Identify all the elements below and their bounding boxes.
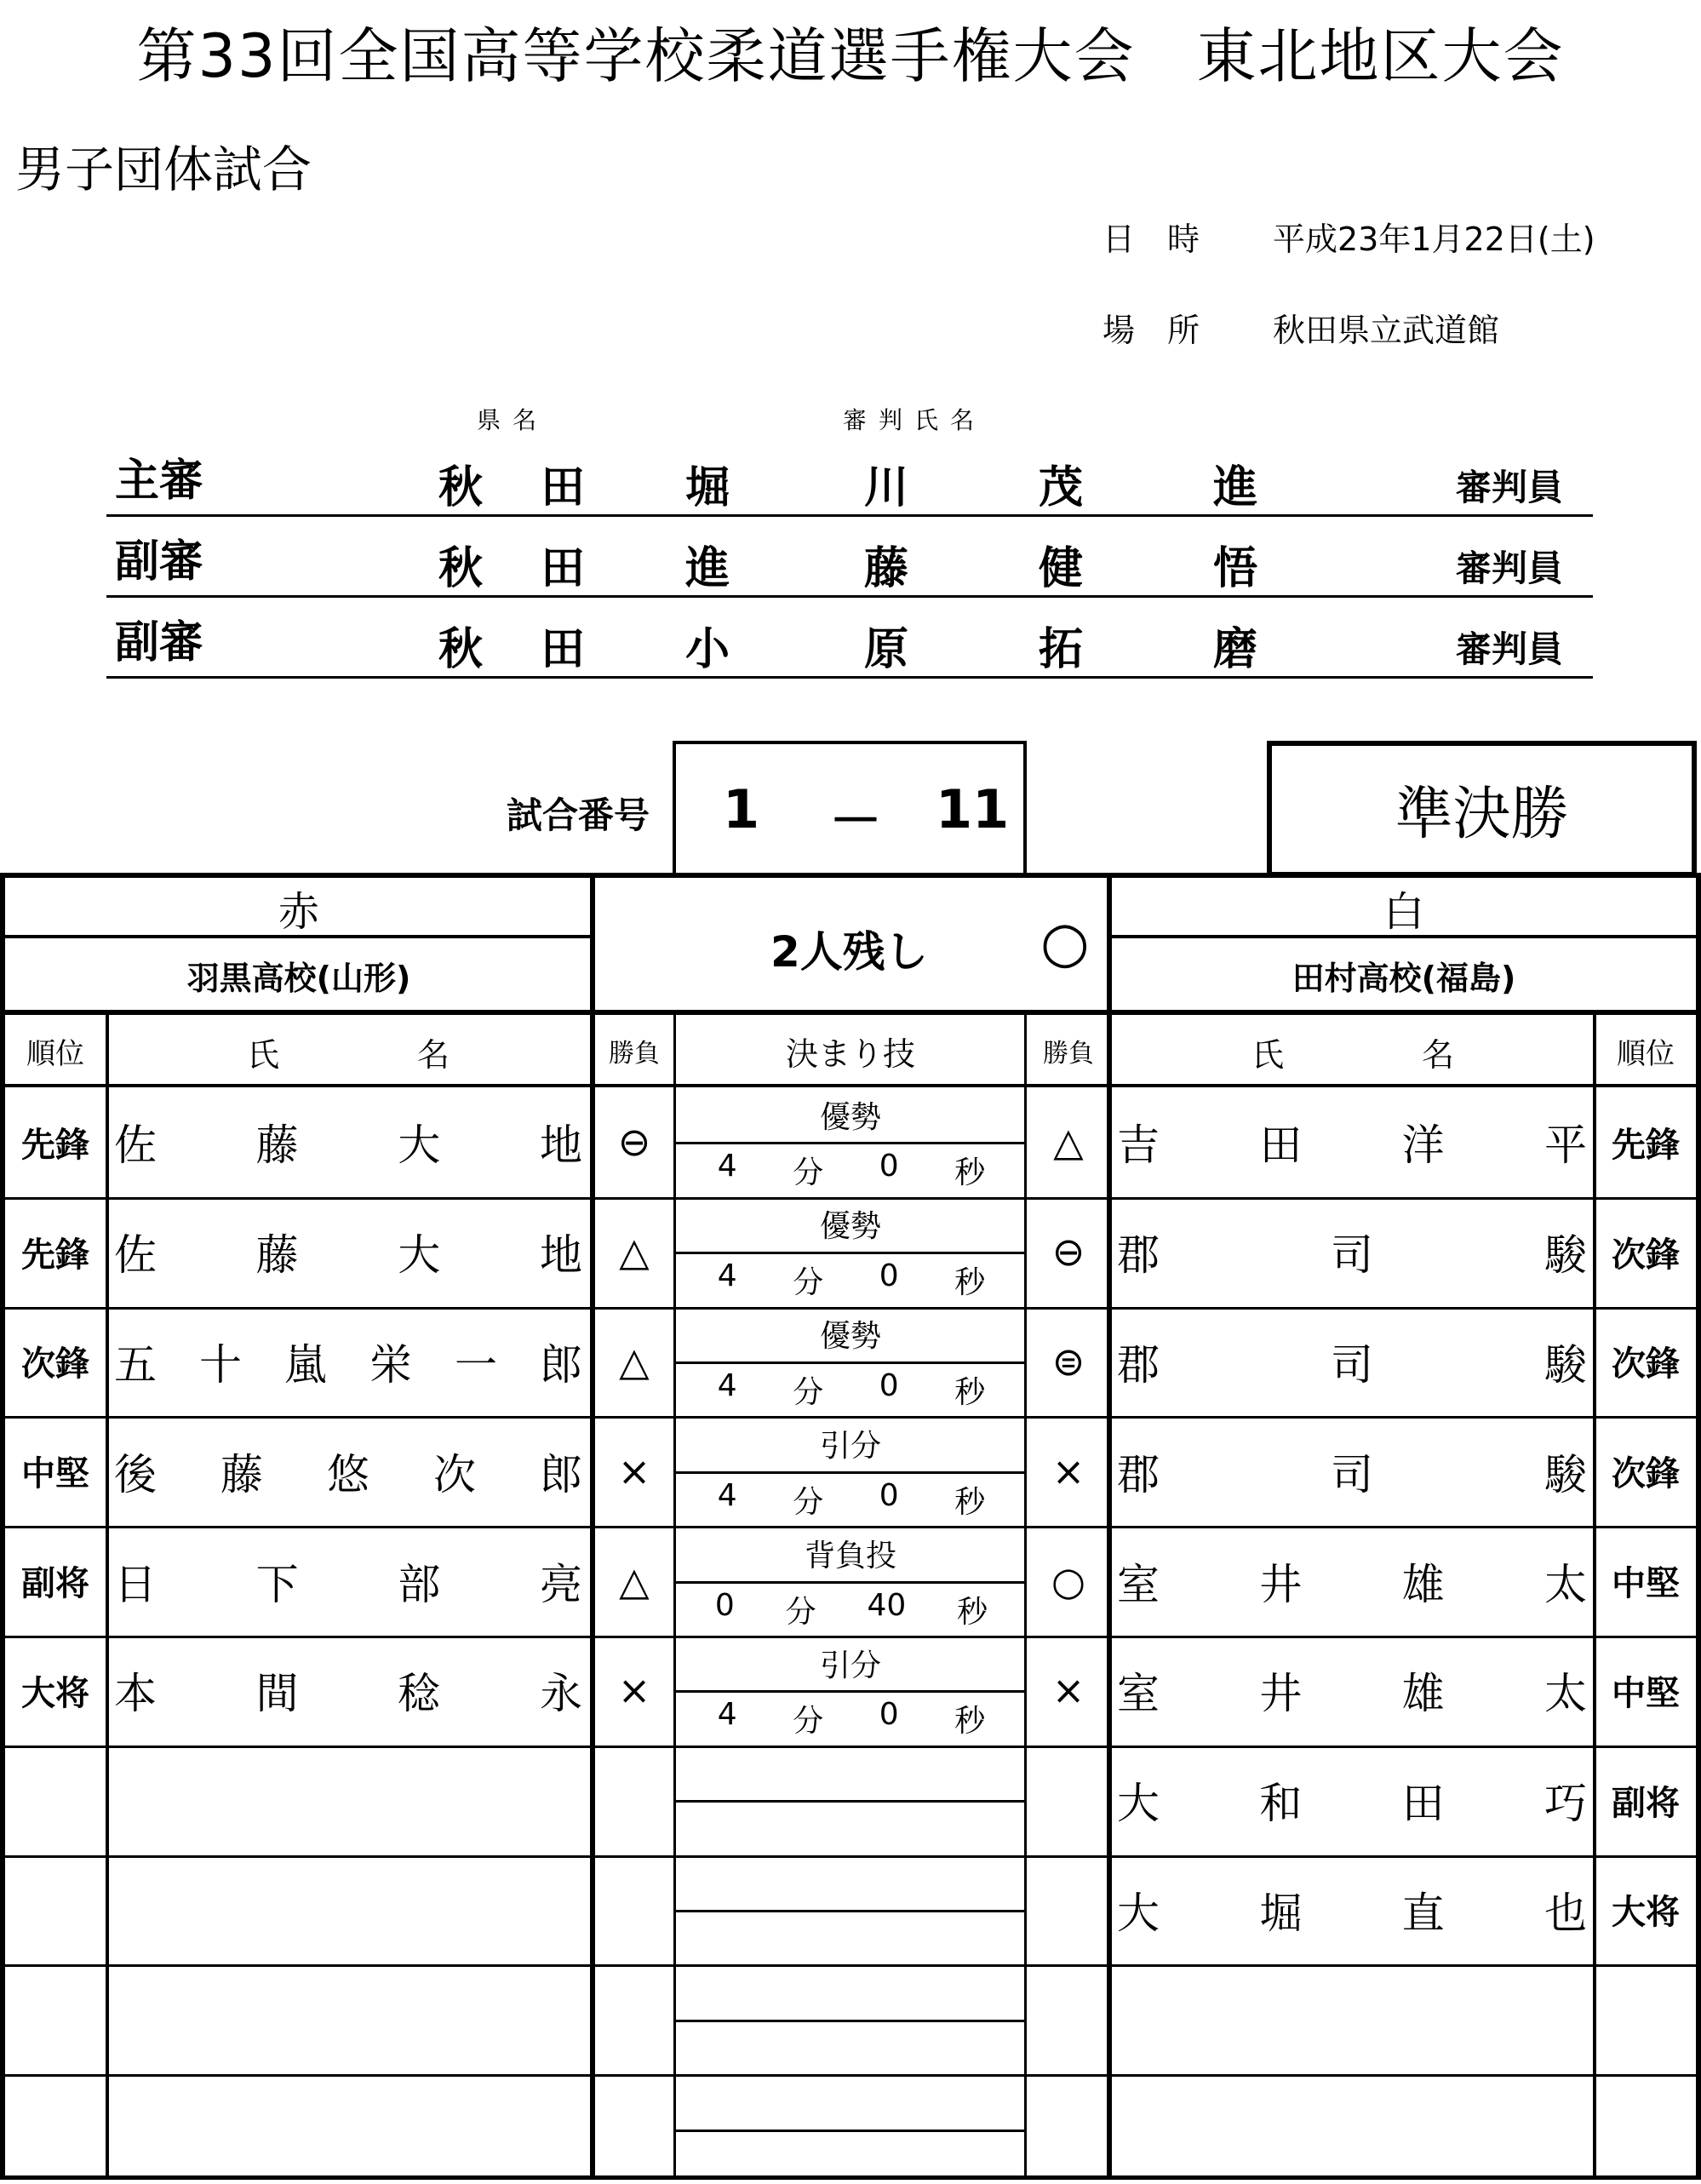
technique-name <box>676 1855 1025 1910</box>
referee-pref-header: 県名 <box>477 406 549 434</box>
white-result: △ <box>1053 1119 1084 1166</box>
time-second-unit: 秒 <box>954 1375 986 1410</box>
col-red-name-a: 氏 <box>247 1036 280 1074</box>
white-rank <box>1595 2074 1696 2184</box>
red-label: 赤 <box>278 887 319 936</box>
white-name-char: 井 <box>1259 1669 1303 1719</box>
referee-name-char: 原 <box>864 624 909 675</box>
white-result <box>1028 2074 1109 2184</box>
time-minute-unit: 分 <box>793 1704 824 1740</box>
red-name-char: 永 <box>539 1669 582 1719</box>
red-result <box>595 2074 673 2184</box>
match-number-dash: － <box>829 789 883 851</box>
white-name-char: 和 <box>1259 1779 1303 1829</box>
white-rank: 次鋒 <box>1612 1344 1680 1384</box>
time-minutes: 4 <box>717 1368 737 1403</box>
date-value: 平成23年1月22日(土) <box>1273 221 1595 258</box>
white-label: 白 <box>1383 887 1424 936</box>
white-rank: 大将 <box>1612 1893 1680 1933</box>
red-name-char: 佐 <box>114 1121 157 1171</box>
col-white-name-a: 氏 <box>1251 1036 1285 1074</box>
red-name-char: 地 <box>539 1121 582 1171</box>
white-rank: 副将 <box>1612 1783 1680 1823</box>
white-name <box>1117 2074 1587 2184</box>
referee-suffix: 審判員 <box>1456 628 1564 670</box>
white-rank: 中堅 <box>1612 1564 1680 1604</box>
white-name-char: 也 <box>1544 1888 1587 1938</box>
referee-pref-char: 田 <box>541 462 586 513</box>
technique-name <box>676 1964 1025 2019</box>
red-name-char: 日 <box>114 1559 157 1609</box>
technique-divider <box>676 1361 1024 1364</box>
white-name-char: 駿 <box>1544 1449 1587 1499</box>
red-rank: 中堅 <box>21 1454 89 1494</box>
red-name-char: 十 <box>199 1339 242 1390</box>
referee-name-char: 健 <box>1039 543 1084 594</box>
referee-pref-char: 田 <box>541 543 586 594</box>
technique-name: 引分 <box>819 1648 881 1683</box>
red-name-char: 稔 <box>398 1669 441 1719</box>
technique-time <box>690 1368 1013 1412</box>
time-seconds: 40 <box>867 1587 907 1623</box>
referee-name-char: 藤 <box>864 543 909 594</box>
red-name-char: 五 <box>114 1339 157 1390</box>
time-second-unit: 秒 <box>954 1704 986 1740</box>
place-label: 場 所 <box>1102 312 1200 349</box>
white-name-char: 駿 <box>1544 1339 1587 1390</box>
time-minute-unit: 分 <box>785 1594 816 1630</box>
referee-role: 主審 <box>115 456 204 507</box>
white-name-char: 室 <box>1117 1669 1160 1719</box>
time-second-unit: 秒 <box>954 1265 986 1301</box>
white-name-char: 大 <box>1117 1888 1160 1938</box>
technique-name <box>676 2074 1025 2129</box>
referee-pref-char: 田 <box>541 624 586 675</box>
match-number-box <box>673 741 1027 877</box>
technique-time <box>690 1258 1013 1302</box>
white-name-char: 大 <box>1117 1779 1160 1829</box>
red-name-char: 本 <box>114 1669 157 1719</box>
red-name-char: 悠 <box>327 1449 369 1499</box>
red-name <box>114 1745 582 1855</box>
technique-divider <box>676 1142 1024 1144</box>
red-result: △ <box>619 1229 650 1275</box>
match-result-mark: ○ <box>1040 909 1090 975</box>
referee-row <box>106 524 1593 598</box>
red-name-char: 一 <box>455 1339 497 1390</box>
time-seconds: 0 <box>879 1258 899 1294</box>
col-white-name-b: 名 <box>1422 1036 1455 1074</box>
red-name-char: 郎 <box>540 1339 582 1390</box>
white-name <box>1117 1416 1587 1526</box>
grid-hline <box>0 1010 1701 1015</box>
white-name-char: 郡 <box>1117 1339 1160 1390</box>
red-name-char: 下 <box>255 1559 299 1609</box>
technique-name: 優勢 <box>819 1319 881 1355</box>
col-white-rank: 順位 <box>1617 1036 1675 1071</box>
red-name <box>114 2074 582 2184</box>
white-name <box>1117 1526 1587 1636</box>
white-name-char: 堀 <box>1259 1888 1303 1938</box>
match-number-left: 1 <box>723 778 760 840</box>
red-result: △ <box>619 1557 650 1604</box>
red-name-char: 次 <box>433 1449 476 1499</box>
referee-name-char: 茂 <box>1039 462 1084 513</box>
red-result <box>595 1745 673 1855</box>
white-name-char: 雄 <box>1401 1559 1445 1609</box>
red-result: ⊖ <box>617 1119 651 1166</box>
white-rank: 中堅 <box>1612 1673 1680 1713</box>
red-name <box>114 1416 582 1526</box>
grid-vline <box>106 1013 109 2175</box>
red-rank: 副将 <box>21 1564 89 1604</box>
red-name-char: 郎 <box>540 1449 582 1499</box>
time-second-unit: 秒 <box>954 1155 986 1191</box>
time-seconds: 0 <box>879 1149 899 1184</box>
red-name-char: 間 <box>255 1669 299 1719</box>
technique-divider <box>676 1471 1024 1474</box>
referee-pref-char: 秋 <box>438 624 484 675</box>
red-name <box>114 1855 582 1965</box>
referee-name-char: 川 <box>864 462 909 513</box>
referee-suffix: 審判員 <box>1456 467 1564 508</box>
white-name-char: 吉 <box>1117 1121 1160 1171</box>
red-name-char: 大 <box>398 1230 441 1281</box>
white-name-char: 洋 <box>1401 1121 1445 1171</box>
white-name-char: 雄 <box>1401 1669 1445 1719</box>
white-name-char: 直 <box>1401 1888 1445 1938</box>
white-result <box>1028 1964 1109 2074</box>
referee-pref-char: 秋 <box>438 462 484 513</box>
white-name-char: 太 <box>1544 1559 1587 1609</box>
white-name <box>1117 1197 1587 1307</box>
white-result: ⊖ <box>1051 1229 1085 1275</box>
technique-divider <box>676 2130 1024 2132</box>
white-name-char: 司 <box>1331 1339 1373 1390</box>
referee-role: 副審 <box>115 536 204 588</box>
white-name <box>1117 1855 1587 1965</box>
referee-name-char: 小 <box>685 624 730 675</box>
technique-divider <box>676 1581 1024 1584</box>
red-result: × <box>617 1667 651 1714</box>
match-result-text: 2人残し <box>770 927 928 977</box>
red-rank <box>5 1855 106 1965</box>
red-name <box>114 1307 582 1417</box>
technique-name: 優勢 <box>819 1099 881 1135</box>
event-subtitle: 男子団体試合 <box>15 140 312 198</box>
white-name-char: 司 <box>1331 1230 1373 1281</box>
white-name-char: 巧 <box>1544 1779 1587 1829</box>
referee-role: 副審 <box>115 617 204 668</box>
time-minutes: 4 <box>717 1258 737 1294</box>
round-name: 準決勝 <box>1395 780 1569 848</box>
white-result <box>1028 1745 1109 1855</box>
referee-name-header: 審判氏名 <box>843 406 987 434</box>
technique-divider <box>676 1252 1024 1254</box>
technique-divider <box>676 2020 1024 2022</box>
referee-row <box>106 605 1593 679</box>
place-value: 秋田県立武道館 <box>1273 312 1500 349</box>
white-name-char: 平 <box>1544 1121 1587 1171</box>
match-number-right: 11 <box>936 778 1010 840</box>
time-seconds: 0 <box>879 1697 899 1733</box>
technique-time <box>690 1478 1013 1522</box>
red-rank <box>5 1745 106 1855</box>
red-school: 羽黒高校(山形) <box>186 959 411 997</box>
red-name-char: 栄 <box>369 1339 412 1390</box>
round-box <box>1267 741 1697 877</box>
red-name-char: 藤 <box>255 1230 299 1281</box>
technique-name: 優勢 <box>819 1209 881 1245</box>
white-name <box>1117 1964 1587 2074</box>
white-name-char: 井 <box>1259 1559 1303 1609</box>
red-rank: 先鋒 <box>21 1125 89 1165</box>
technique-divider <box>676 1690 1024 1693</box>
col-red-winloss: 勝負 <box>609 1039 660 1069</box>
white-result: ○ <box>1051 1557 1086 1604</box>
time-second-unit: 秒 <box>957 1594 988 1630</box>
referee-pref-char: 秋 <box>438 543 484 594</box>
red-name <box>114 1526 582 1636</box>
time-seconds: 0 <box>879 1368 899 1403</box>
white-name-char: 郡 <box>1117 1230 1160 1281</box>
red-result: △ <box>619 1338 650 1384</box>
technique-name: 引分 <box>819 1429 881 1465</box>
red-result <box>595 1964 673 2074</box>
red-rank: 大将 <box>21 1673 89 1713</box>
technique-time <box>690 1588 1013 1631</box>
red-rank <box>5 2074 106 2184</box>
time-seconds: 0 <box>879 1477 899 1513</box>
technique-divider <box>676 1910 1024 1912</box>
technique-time <box>690 1149 1013 1192</box>
white-rank: 次鋒 <box>1612 1454 1680 1494</box>
white-name <box>1117 1087 1587 1197</box>
referee-name-char: 悟 <box>1213 543 1258 594</box>
white-result <box>1028 1855 1109 1965</box>
referee-suffix: 審判員 <box>1456 547 1564 589</box>
red-name <box>114 1964 582 2074</box>
red-name-char: 亮 <box>539 1559 582 1609</box>
white-name-char: 太 <box>1544 1669 1587 1719</box>
white-name-char: 田 <box>1401 1779 1445 1829</box>
time-minute-unit: 分 <box>793 1155 824 1191</box>
red-result: × <box>617 1447 651 1494</box>
time-minute-unit: 分 <box>793 1484 824 1520</box>
red-rank <box>5 1964 106 2074</box>
white-rank: 次鋒 <box>1612 1235 1680 1275</box>
time-minute-unit: 分 <box>793 1265 824 1301</box>
red-name <box>114 1636 582 1745</box>
time-minute-unit: 分 <box>793 1375 824 1410</box>
red-name-char: 佐 <box>114 1230 157 1281</box>
red-name <box>114 1087 582 1197</box>
technique-time <box>690 1697 1013 1740</box>
time-minutes: 4 <box>717 1477 737 1513</box>
col-red-name-b: 名 <box>417 1036 450 1074</box>
red-name-char: 部 <box>398 1559 441 1609</box>
white-name <box>1117 1307 1587 1417</box>
technique-name: 背負投 <box>804 1538 896 1574</box>
white-name-char: 駿 <box>1544 1230 1587 1281</box>
time-minutes: 4 <box>717 1697 737 1733</box>
col-red-rank: 順位 <box>26 1036 84 1071</box>
white-name-char: 郡 <box>1117 1449 1160 1499</box>
referee-name-char: 磨 <box>1213 624 1258 675</box>
red-name-char: 藤 <box>255 1121 299 1171</box>
date-label: 日 時 <box>1102 221 1200 258</box>
referee-name-char: 堀 <box>685 462 730 513</box>
white-name <box>1117 1636 1587 1745</box>
time-minutes: 0 <box>714 1587 735 1623</box>
white-name-char: 室 <box>1117 1559 1160 1609</box>
white-name <box>1117 1745 1587 1855</box>
time-minutes: 4 <box>717 1149 737 1184</box>
match-number-label: 試合番号 <box>507 794 650 836</box>
referee-name-char: 進 <box>685 543 730 594</box>
red-name-char: 藤 <box>220 1449 263 1499</box>
white-school: 田村高校(福島) <box>1292 959 1516 997</box>
white-name-char: 司 <box>1331 1449 1373 1499</box>
red-name <box>114 1197 582 1307</box>
referee-name-char: 拓 <box>1039 624 1084 675</box>
white-result: × <box>1051 1447 1085 1494</box>
referee-name-char: 進 <box>1213 462 1258 513</box>
col-technique: 決まり技 <box>785 1035 915 1073</box>
red-name-char: 地 <box>539 1230 582 1281</box>
red-name-char: 嵐 <box>284 1339 327 1390</box>
referee-row <box>106 443 1593 517</box>
red-rank: 先鋒 <box>21 1235 89 1275</box>
white-result: × <box>1051 1667 1085 1714</box>
white-result: ⊜ <box>1051 1338 1085 1384</box>
white-name-char: 田 <box>1259 1121 1303 1171</box>
white-rank <box>1595 1964 1696 2074</box>
red-name-char: 後 <box>114 1449 157 1499</box>
page-title: 第33回全国高等学校柔道選手権大会 東北地区大会 <box>136 21 1565 91</box>
red-result <box>595 1855 673 1965</box>
red-name-char: 大 <box>398 1121 441 1171</box>
technique-divider <box>676 1800 1024 1803</box>
white-rank: 先鋒 <box>1612 1125 1680 1165</box>
red-rank: 次鋒 <box>21 1344 89 1384</box>
col-white-winloss: 勝負 <box>1043 1039 1094 1069</box>
technique-name <box>676 1745 1025 1800</box>
time-second-unit: 秒 <box>954 1484 986 1520</box>
